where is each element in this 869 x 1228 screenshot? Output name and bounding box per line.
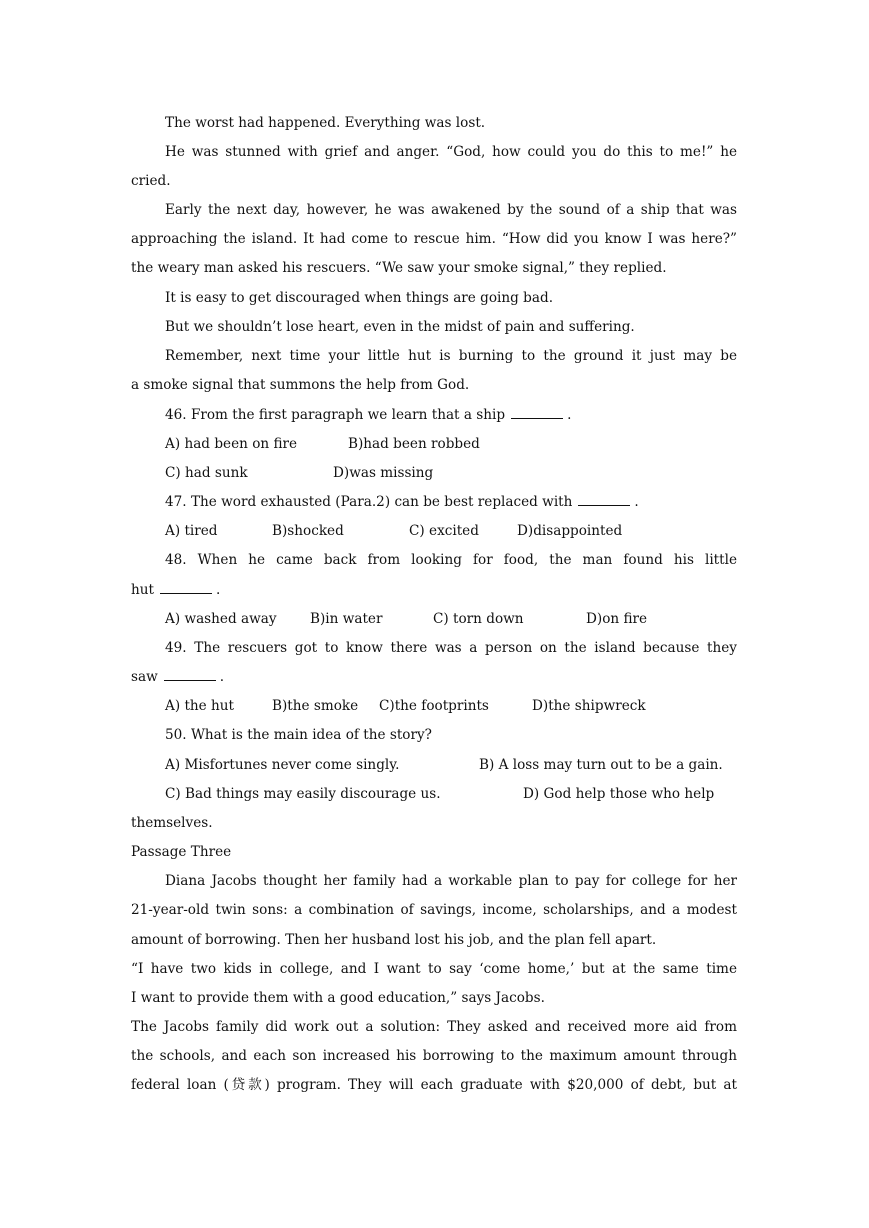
passage-line: amount of borrowing. Then her husband lost his job, and the plan fell apart. [131,932,657,948]
passage-line: The worst had happened. Everything was lost. [165,115,486,131]
question-49-cont [131,666,737,688]
question-end: . [634,494,639,510]
passage-line: Remember, next time your little hut is burning to the ground it just may be [165,348,737,364]
passage-heading: Passage Three [131,844,232,860]
passage-line: The Jacobs family did work out a solution: They asked and received more aid from [131,1019,737,1035]
option-b: B) A loss may turn out to be a gain. [479,757,723,773]
option-b: B)in water [310,611,383,627]
option-a: A) the hut [165,698,234,714]
option-c: C) Bad things may easily discourage us. [165,786,441,802]
question-48: 48. When he came back from looking for food, the man found his little [165,552,737,568]
option-c: C) had sunk [165,465,248,481]
question-stem: hut [131,582,154,598]
answer-blank [164,666,216,681]
option-a: A) washed away [165,611,277,627]
question-stem: saw [131,669,158,685]
question-48-cont [131,579,737,601]
question-47 [165,491,737,513]
option-d-continued: themselves. [131,815,213,831]
passage-line: He was stunned with grief and anger. “God, how could you do this to me!” he [165,144,737,160]
option-a: A) had been on fire [165,436,298,452]
option-d: D)the shipwreck [532,698,646,714]
question-49: 49. The rescuers got to know there was a person on the island because they [165,640,737,656]
answer-blank [511,404,563,419]
passage-line: Diana Jacobs thought her family had a workable plan to pay for college for her [165,873,737,889]
passage-line: Early the next day, however, he was awakened by the sound of a ship that was [165,202,737,218]
question-stem: 47. The word exhausted (Para.2) can be best replaced with [165,494,573,510]
option-b: B)had been robbed [348,436,480,452]
passage-line: But we shouldn’t lose heart, even in the midst of pain and suffering. [165,319,635,335]
question-50: 50. What is the main idea of the story? [165,727,432,743]
passage-line: the weary man asked his rescuers. “We saw your smoke signal,” they replied. [131,260,667,276]
question-end: . [567,407,572,423]
passage-line: the schools, and each son increased his borrowing to the maximum amount through [131,1048,737,1064]
option-a: A) tired [165,523,218,539]
option-c: C)the footprints [379,698,489,714]
question-50-options-cd [165,783,737,805]
passage-line: I want to provide them with a good education,” says Jacobs. [131,990,545,1006]
question-46 [165,404,737,426]
passage-line: approaching the island. It had come to rescue him. “How did you know I was here?” [131,231,737,247]
option-a: A) Misfortunes never come singly. [165,757,400,773]
passage-line: cried. [131,173,171,189]
option-d: D) God help those who help [523,786,715,802]
passage-line: 21-year-old twin sons: a combination of savings, income, scholarships, and a modest [131,902,737,918]
option-d: D)was missing [333,465,434,481]
option-d: D)on fire [586,611,648,627]
option-c: C) torn down [433,611,524,627]
question-end: . [215,582,221,598]
option-c: C) excited [409,523,479,539]
passage-line: It is easy to get discouraged when things are going bad. [165,290,554,306]
passage-line: “I have two kids in college, and I want to say ‘come home,’ but at the same time [131,961,737,977]
passage-line: a smoke signal that summons the help from God. [131,377,470,393]
answer-blank [160,579,212,594]
answer-blank [578,491,630,506]
passage-line: federal loan (贷款) program. They will each graduate with $20,000 of debt, but at [131,1077,737,1093]
question-stem: 46. From the first paragraph we learn that a ship [165,407,506,423]
option-b: B)shocked [272,523,344,539]
question-end: . [219,669,225,685]
option-b: B)the smoke [272,698,359,714]
option-d: D)disappointed [517,523,623,539]
